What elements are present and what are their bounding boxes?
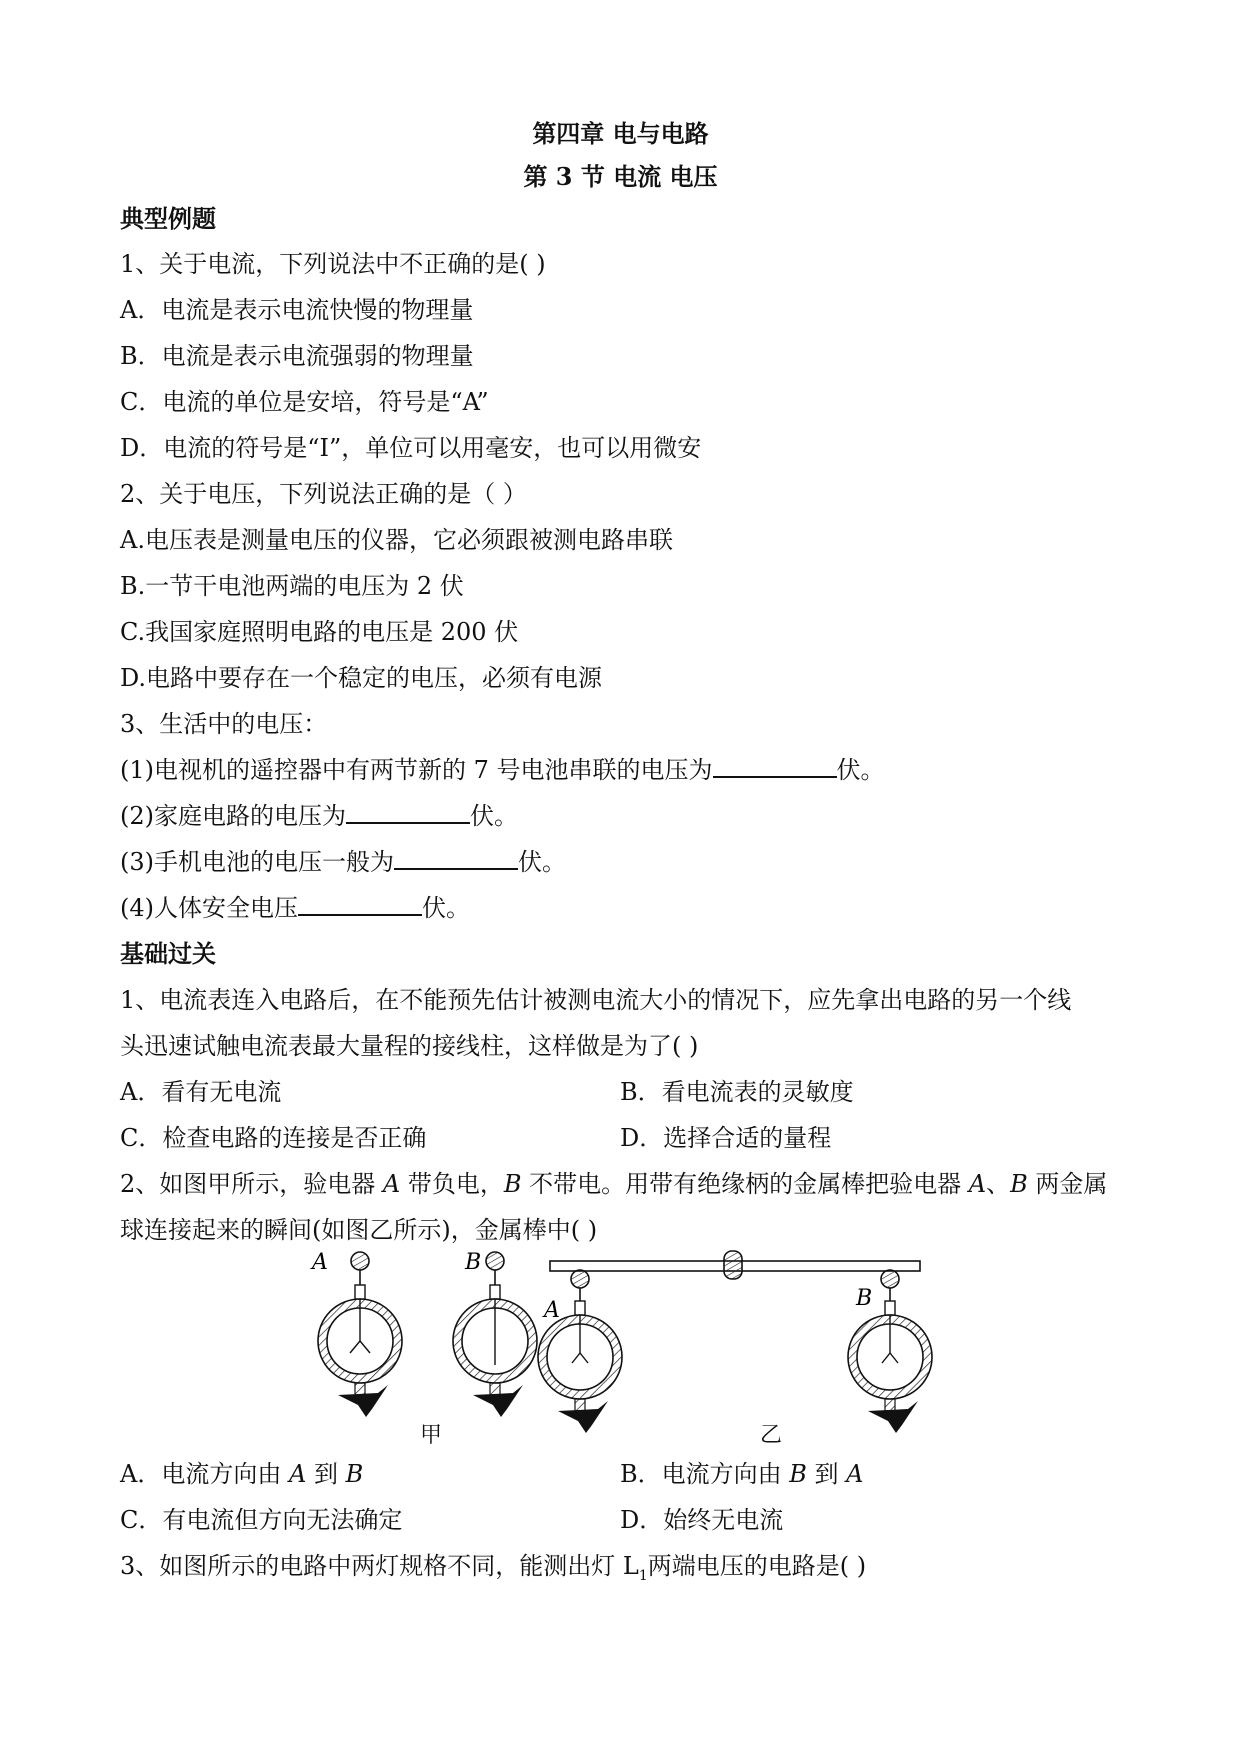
b2-a-var-b: B <box>345 1460 364 1488</box>
q3-part-2-unit: 伏。 <box>470 802 518 830</box>
b2-stem-line1 <box>120 1168 1107 1200</box>
b2-var-b2: B <box>1010 1170 1028 1198</box>
b2-text-3: 不带电。用带有绝缘柄的金属棒把验电器 <box>521 1170 969 1198</box>
electroscope-a-connected <box>538 1270 622 1433</box>
figure-caption-yi: 乙 <box>760 1423 783 1448</box>
figure-caption-jia: 甲 <box>420 1423 443 1448</box>
section-heading-examples: 典型例题 <box>120 204 216 233</box>
b1-option-b: B．看电流表的灵敏度 <box>620 1078 854 1106</box>
q1-option-a: A．电流是表示电流快慢的物理量 <box>120 296 474 324</box>
figure-label-b-connected: B <box>856 1286 873 1311</box>
q3-part-2-text: (2)家庭电路的电压为 <box>120 802 346 830</box>
section-heading-basics: 基础过关 <box>120 939 216 968</box>
b2-b-text: B．电流方向由 <box>620 1460 790 1488</box>
q1-option-c: C．电流的单位是安培，符号是“A” <box>120 388 489 416</box>
b1-stem-line2: 头迅速试触电流表最大量程的接线柱，这样做是为了( ) <box>120 1032 699 1060</box>
b2-var-a: A <box>382 1170 401 1198</box>
q3-stem: 3、生活中的电压： <box>120 710 328 738</box>
b2-text-2: 带负电， <box>400 1170 504 1198</box>
b2-a-var-a: A <box>288 1460 307 1488</box>
electroscope-a <box>318 1252 402 1417</box>
section-title: 第 3 节 电流 电压 <box>523 162 718 191</box>
b2-b-mid: 到 <box>806 1460 847 1488</box>
figure-label-b: B <box>465 1250 482 1275</box>
b2-stem-line2: 球连接起来的瞬间(如图乙所示)，金属棒中( ) <box>120 1216 598 1244</box>
q2-option-d: D.电路中要存在一个稳定的电压，必须有电源 <box>120 664 603 692</box>
b2-text-5: 两金属 <box>1027 1170 1108 1198</box>
b2-b-var-a: A <box>846 1460 864 1488</box>
b2-a-mid: 到 <box>306 1460 346 1488</box>
b2-option-c: C．有电流但方向无法确定 <box>120 1506 403 1534</box>
q3-part-2 <box>120 800 518 832</box>
q1-option-b: B．电流是表示电流强弱的物理量 <box>120 342 474 370</box>
b1-option-a: A．看有无电流 <box>120 1078 282 1106</box>
electroscope-b <box>453 1252 537 1417</box>
b2-option-d: D．始终无电流 <box>620 1506 784 1534</box>
b2-text-4: 、 <box>986 1170 1011 1198</box>
answer-blank[interactable] <box>713 754 837 778</box>
q2-option-c: C.我国家庭照明电路的电压是 200 伏 <box>120 618 519 646</box>
b1-option-d: D．选择合适的量程 <box>620 1124 832 1152</box>
q2-option-a: A.电压表是测量电压的仪器，它必须跟被测电路串联 <box>120 526 673 554</box>
electroscope-figure <box>300 1245 940 1445</box>
q3-part-4-unit: 伏。 <box>422 894 470 922</box>
q3-part-4 <box>120 892 470 924</box>
b3-text-end: 两端电压的电路是( ) <box>647 1552 867 1580</box>
b1-option-c: C．检查电路的连接是否正确 <box>120 1124 427 1152</box>
b2-b-var-b: B <box>789 1460 807 1488</box>
q3-part-3-text: (3)手机电池的电压一般为 <box>120 848 394 876</box>
b2-text-1: 2、如图甲所示，验电器 <box>120 1170 383 1198</box>
answer-blank[interactable] <box>346 800 470 824</box>
figure-label-a: A <box>312 1250 328 1275</box>
q3-part-3 <box>120 846 566 878</box>
q3-part-4-text: (4)人体安全电压 <box>120 894 298 922</box>
b2-option-b <box>620 1458 864 1490</box>
metal-rod <box>550 1251 920 1279</box>
b2-var-a2: A <box>968 1170 987 1198</box>
q3-part-1-unit: 伏。 <box>836 756 885 784</box>
b3-text: 3、如图所示的电路中两灯规格不同，能测出灯 L <box>120 1552 639 1580</box>
q2-stem: 2、关于电压，下列说法正确的是（ ） <box>120 480 527 508</box>
b3-subscript: 1 <box>638 1567 648 1584</box>
b2-option-a <box>120 1458 363 1490</box>
b1-stem-line1: 1、电流表连入电路后，在不能预先估计被测电流大小的情况下，应先拿出电路的另一个线 <box>120 986 1072 1014</box>
answer-blank[interactable] <box>394 846 518 870</box>
q2-option-b: B.一节干电池两端的电压为 2 伏 <box>120 572 464 600</box>
chapter-title: 第四章 电与电路 <box>532 119 709 148</box>
figure-label-a-connected: A <box>544 1298 560 1323</box>
answer-blank[interactable] <box>298 892 422 916</box>
q3-part-3-unit: 伏。 <box>518 848 566 876</box>
b3-stem <box>120 1550 866 1592</box>
b2-var-b: B <box>503 1170 522 1198</box>
q1-option-d: D．电流的符号是“I”，单位可以用毫安，也可以用微安 <box>120 434 702 462</box>
b2-a-text: A．电流方向由 <box>120 1460 289 1488</box>
q3-part-1-text: (1)电视机的遥控器中有两节新的 7 号电池串联的电压为 <box>120 756 713 784</box>
q1-stem: 1、关于电流，下列说法中不正确的是( ) <box>120 250 546 278</box>
q3-part-1 <box>120 754 885 786</box>
